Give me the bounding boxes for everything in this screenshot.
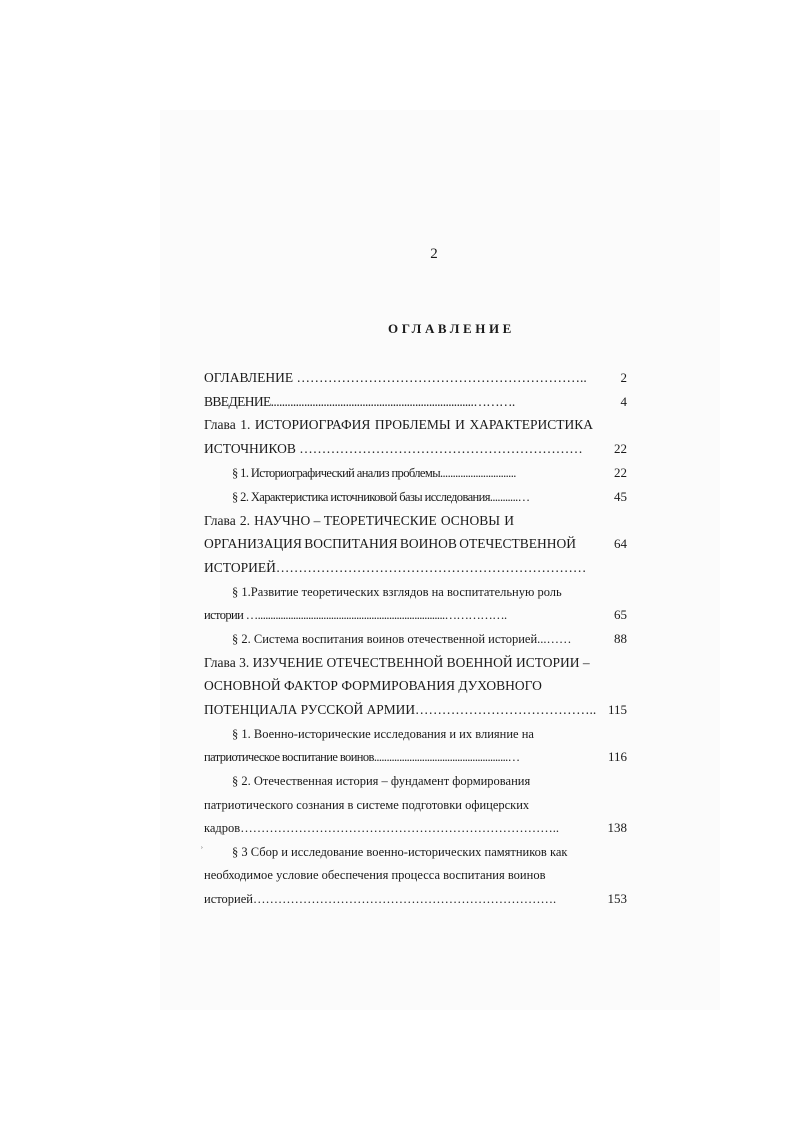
toc-entry-text[interactable]: ОСНОВНОЙ ФАКТОР ФОРМИРОВАНИЯ ДУХОВНОГО [204,678,542,693]
toc-entry-page: 64 [614,536,627,551]
toc-section-entry[interactable]: § 1. Военно-исторические исследования и их влияние на [232,727,534,741]
toc-entry-text[interactable]: необходимое условие обеспечения процесса воспитания воинов [204,868,546,882]
toc-section-entry[interactable]: § 1. Историографический анализ проблемы.............................. [232,466,516,480]
toc-section-entry[interactable]: § 2. Отечественная история – фундамент формирования [232,774,531,788]
toc-word: Глава [204,417,236,432]
toc-word: ВОИНОВ [399,536,457,551]
toc-entry-page: 116 [607,749,627,764]
toc-word: ОСНОВЫ [440,513,501,528]
toc-word: ОТЕЧЕСТВЕННОЙ [459,536,576,551]
toc-chapter-heading[interactable]: Глава 3. ИЗУЧЕНИЕ ОТЕЧЕСТВЕННОЙ ВОЕННОЙ ИСТОРИИ – [204,655,590,670]
toc-word: ОРГАНИЗАЦИЯ [204,536,302,551]
toc-entry-text[interactable]: истории …..........................................................................……………. [204,608,507,622]
toc-word: Глава [204,513,236,528]
toc-entry-page: 65 [614,607,627,622]
toc-entry-page: 153 [607,891,627,906]
toc-entry-page: 2 [620,370,627,385]
toc-word: НАУЧНО – ТЕОРЕТИЧЕСКИЕ [254,513,437,528]
toc-entry-text[interactable]: ВВЕДЕНИЕ.........................................................................………. [204,394,515,409]
toc-entry-page: 138 [607,820,627,835]
toc-word: 2. [239,513,250,528]
toc-word: 1. [240,417,251,432]
toc-chapter-heading[interactable] [204,512,514,530]
toc-section-entry[interactable]: § 2. Система воспитания воинов отечественной историей...…… [232,632,572,646]
toc-chapter-heading[interactable] [204,416,593,434]
page-title: ОГЛАВЛЕНИЕ [388,321,515,336]
toc-word: ХАРАКТЕРИСТИКА [469,417,593,432]
toc-word: И [455,417,465,432]
toc-entry-page: 88 [614,631,627,646]
toc-entry-text[interactable]: патриотического сознания в системе подготовки офицерских [204,798,530,812]
toc-word: ПРОБЛЕМЫ [374,417,451,432]
toc-entry-page: 22 [614,465,627,480]
toc-entry-text[interactable]: патриотическое воспитание воинов.....................................................… [204,750,520,764]
toc-entry-text[interactable]: ИСТОЧНИКОВ ……………………………………………………… [204,441,583,456]
toc-word: ВОСПИТАНИЯ [304,536,398,551]
toc-entry-text[interactable]: ОГЛАВЛЕНИЕ ……………………………………………………….. [204,370,587,385]
toc-entry-text[interactable]: кадров………………………………………………………………….. [204,821,559,835]
scan-artifact: ʾ [200,845,204,857]
toc-entry-page: 4 [620,394,627,409]
toc-entry-text[interactable]: историей………………………………………………………………. [204,892,557,906]
toc-entry-text[interactable]: ПОТЕНЦИАЛА РУССКОЙ АРМИИ………………………………….. [204,702,597,717]
toc-word: ИСТОРИОГРАФИЯ [254,417,371,432]
toc-section-entry[interactable]: § 2. Характеристика источниковой базы исследования...........… [232,490,530,504]
toc-word: И [504,513,514,528]
toc-entry-page: 115 [607,702,627,717]
toc-entry-text[interactable]: ИСТОРИЕЙ…………………………………………………………… [204,560,587,575]
page-number: 2 [430,246,438,262]
toc-section-entry[interactable]: § 1.Развитие теоретических взглядов на воспитательную роль [232,585,562,599]
toc-entry-page: 45 [614,489,627,504]
toc-entry-page: 22 [614,441,627,456]
toc-section-entry[interactable]: § 3 Сбор и исследование военно-исторических памятников как [232,845,568,859]
toc-chapter-heading[interactable] [204,535,576,553]
